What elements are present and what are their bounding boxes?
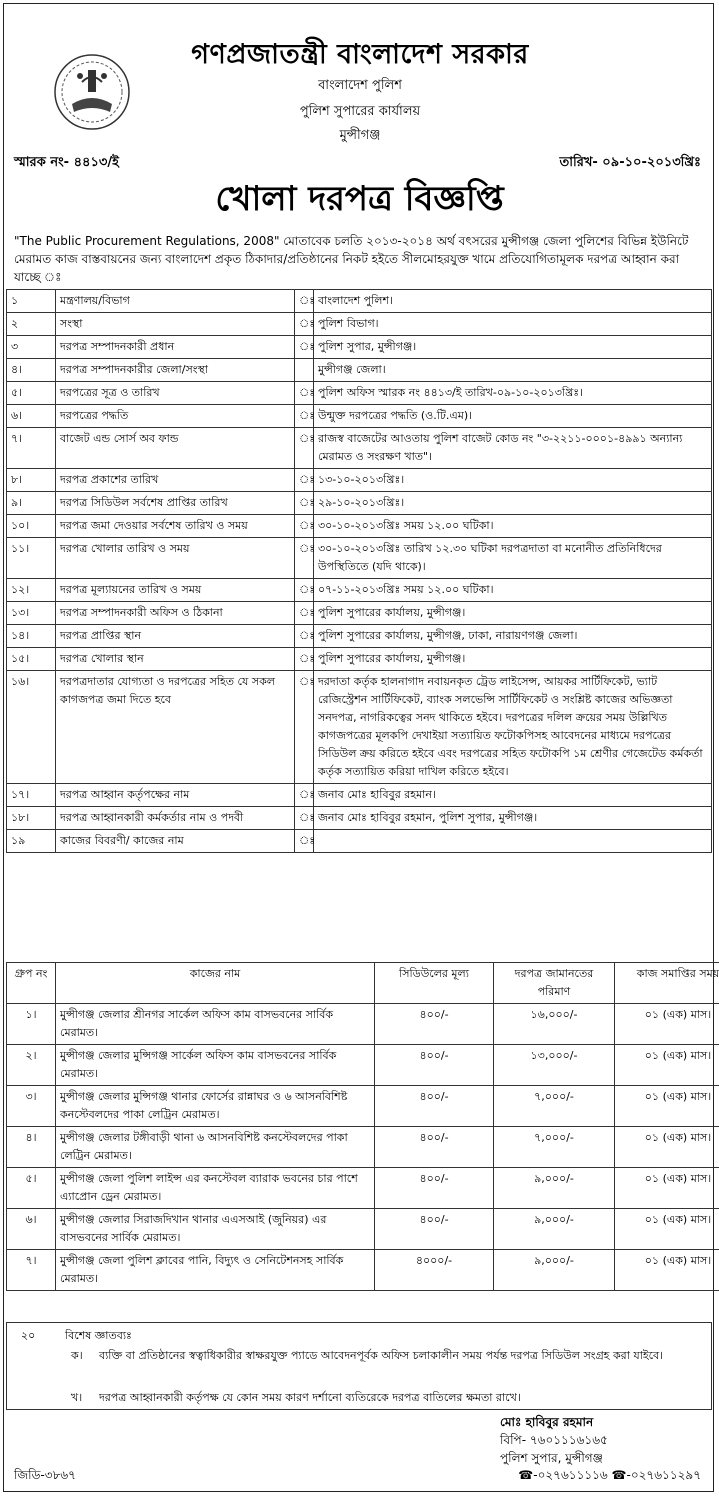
info-row-value: ২৯-১০-২০১৩খ্রিঃ। xyxy=(314,492,712,515)
info-row-value: ০৭-১১-২০১৩খ্রিঃ সময় ১২.০০ ঘটিকা। xyxy=(314,579,712,602)
work-schedule-price: ৪০০/- xyxy=(375,1168,494,1209)
info-row-value: পুলিশ সুপারের কার্যালয়, মুন্সীগঞ্জ। xyxy=(314,648,712,671)
info-row-label: দরপত্র আহ্বান কর্তৃপক্ষের নাম xyxy=(56,784,295,807)
info-row-value: ৩০-১০-২০১৩খ্রিঃ তারিখ ১২.৩০ ঘটিকা দরপত্রদাতা বা মনোনীত প্রতিনিধিদের উপস্থিতিতে (যদি থাকে)। xyxy=(314,538,712,579)
info-row xyxy=(7,515,712,538)
info-row-label: দরপত্র খোলার তারিখ ও সময় xyxy=(56,538,295,579)
work-duration: ০১ (এক) মাস। xyxy=(615,1209,719,1250)
office-name: পুলিশ সুপারের কার্যালয় xyxy=(299,104,421,119)
info-row-value: মুন্সীগঞ্জ জেলা। xyxy=(314,359,712,382)
work-duration: ০১ (এক) মাস। xyxy=(615,1250,719,1291)
info-row-colon: ঃ xyxy=(295,538,314,579)
work-security-amount: ৭,০০০/- xyxy=(494,1127,615,1168)
info-row-colon xyxy=(295,359,314,382)
district-name: মুন্সীগঞ্জ xyxy=(339,128,381,143)
info-row-number: ১৮। xyxy=(7,807,56,830)
work-row xyxy=(7,1086,719,1127)
work-group-number: ২। xyxy=(7,1045,56,1086)
info-row-colon: ঃ xyxy=(295,290,314,313)
notes-number: ২০ xyxy=(21,1329,36,1342)
info-row-colon: ঃ xyxy=(295,579,314,602)
works-table xyxy=(6,962,719,1291)
work-security-amount: ৯,০০০/- xyxy=(494,1168,615,1209)
work-duration: ০১ (এক) মাস। xyxy=(615,1127,719,1168)
info-row xyxy=(7,830,712,853)
info-row-colon: ঃ xyxy=(295,830,314,853)
work-group-number: ৩। xyxy=(7,1086,56,1127)
work-security-amount: ৯,০০০/- xyxy=(494,1209,615,1250)
info-row-colon: ঃ xyxy=(295,405,314,428)
info-row-value: জনাব মোঃ হাবিবুর রহমান। xyxy=(314,784,712,807)
info-row-colon: ঃ xyxy=(295,515,314,538)
info-row-number: ৭। xyxy=(7,428,56,469)
info-row-colon: ঃ xyxy=(295,648,314,671)
info-row-colon: ঃ xyxy=(295,807,314,830)
work-schedule-price: ৪০০০/- xyxy=(375,1250,494,1291)
info-row-number: ১২। xyxy=(7,579,56,602)
government-emblem xyxy=(52,52,132,132)
duration-header: কাজ সমাপ্তির সময় xyxy=(615,963,719,1004)
government-title: গণপ্রজাতন্ত্রী বাংলাদেশ সরকার xyxy=(191,39,529,70)
info-row-value: দরদাতা কর্তৃক হালনাগাদ নবায়নকৃত ট্রেড লাইসেন্স, আয়কর সার্টিফিকেট, ভ্যাট রেজিস্ট্রেশন সার্টিফিকেট, ব্যাংক সলভেন্সি সার্টিফিকেট ও সংশ্লিষ্ট কাজের অভিজ্ঞতা সনদপত্র, নাগরিকত্বের সনদ থাকিতে হইবে। দরপত্রের দলিল ক্রয়ের সময় উল্লিখিত কাগজপত্রের মূলকপি দেখাইয়া সত্যায়িত ফটোকপিসহ আবেদনের মাধ্যমে দরপত্রের সিডিউল ক্রয় করিতে হইবে এবং দরপত্রের সহিত ফটোকপি ১ম শ্রেণীর গেজেটেড কর্মকর্তা কর্তৃক সত্যায়িত করিয়া দাখিল করিতে হইবে। xyxy=(314,671,712,784)
info-row-number: ১৫। xyxy=(7,648,56,671)
info-row-value: পুলিশ সুপার, মুন্সীগঞ্জ। xyxy=(314,336,712,359)
info-row xyxy=(7,428,712,469)
info-row-label: সংস্থা xyxy=(56,313,295,336)
info-row-number: ১১। xyxy=(7,538,56,579)
work-row xyxy=(7,1168,719,1209)
tender-info-table xyxy=(6,289,712,853)
work-schedule-price: ৪০০/- xyxy=(375,1004,494,1045)
info-row-colon: ঃ xyxy=(295,428,314,469)
group-header: গ্রুপ নং xyxy=(7,963,56,1004)
info-row-label: মন্ত্রণালয়/বিভাগ xyxy=(56,290,295,313)
info-row xyxy=(7,671,712,784)
work-name: মুন্সীগঞ্জ জেলার মুন্সিগঞ্জ সার্কেল অফিস কাম বাসভবনের সার্বিক মেরামত। xyxy=(56,1045,375,1086)
info-row xyxy=(7,469,712,492)
info-row-value: পুলিশ বিভাগ। xyxy=(314,313,712,336)
work-schedule-price: ৪০০/- xyxy=(375,1209,494,1250)
gd-number: জিডি-৩৮৬৭ xyxy=(14,1468,76,1482)
info-row xyxy=(7,625,712,648)
info-row-colon: ঃ xyxy=(295,784,314,807)
note-text-a: ব্যক্তি বা প্রতিষ্ঠানের স্বত্বাধিকারীর স্বাক্ষরযুক্ত প্যাডে আবেদনপূর্বক অফিস চলাকালীন সময় পর্যন্ত দরপত্র সিডিউল সংগ্রহ করা যাইবে। xyxy=(99,1349,664,1362)
work-security-amount: ১৩,০০০/- xyxy=(494,1045,615,1086)
work-security-amount: ৯,০০০/- xyxy=(494,1250,615,1291)
note-mark-b: খ। xyxy=(71,1391,83,1404)
info-row-number: ৬। xyxy=(7,405,56,428)
work-row xyxy=(7,1004,719,1045)
work-schedule-price: ৪০০/- xyxy=(375,1045,494,1086)
work-name: মুন্সীগঞ্জ জেলা পুলিশ ক্লাবের পানি, বিদ্যুৎ ও সেনিটেশনসহ সার্বিক মেরামত। xyxy=(56,1250,375,1291)
work-group-number: ৬। xyxy=(7,1209,56,1250)
work-duration: ০১ (এক) মাস। xyxy=(615,1168,719,1209)
work-row xyxy=(7,1209,719,1250)
work-row xyxy=(7,1127,719,1168)
work-row xyxy=(7,1250,719,1291)
info-row xyxy=(7,382,712,405)
info-row-value: ১৩-১০-২০১৩খ্রিঃ। xyxy=(314,469,712,492)
work-row xyxy=(7,1045,719,1086)
info-row xyxy=(7,579,712,602)
info-row-number: ১ xyxy=(7,290,56,313)
work-security-amount: ১৬,০০০/- xyxy=(494,1004,615,1045)
info-row-number: ১৪। xyxy=(7,625,56,648)
info-row xyxy=(7,538,712,579)
info-row-label: দরপত্রের সূত্র ও তারিখ xyxy=(56,382,295,405)
info-row-number: ১০। xyxy=(7,515,56,538)
info-row-label: কাজের বিবরণী/ কাজের নাম xyxy=(56,830,295,853)
info-row-label: দরপত্র প্রকাশের তারিখ xyxy=(56,469,295,492)
info-row-number: ৪। xyxy=(7,359,56,382)
security-header: দরপত্র জামানতের পরিমাণ xyxy=(494,963,615,1004)
department-name: বাংলাদেশ পুলিশ xyxy=(318,78,402,93)
info-row-colon: ঃ xyxy=(295,492,314,515)
work-schedule-price: ৪০০/- xyxy=(375,1086,494,1127)
note-mark-a: ক। xyxy=(71,1349,83,1362)
info-row-value xyxy=(314,830,712,853)
info-row-label: দরপত্র মূল্যায়নের তারিখ ও সময় xyxy=(56,579,295,602)
signatory-name: মোঃ হাবিবুর রহমান xyxy=(500,1415,594,1429)
work-name: মুন্সীগঞ্জ জেলার মুন্সিগঞ্জ থানার ফোর্সের রান্নাঘর ও ৬ আসনবিশিষ্ট কনস্টেবলদের পাকা লেট্রিন মেরামত। xyxy=(56,1086,375,1127)
work-security-amount: ৭,০০০/- xyxy=(494,1086,615,1127)
info-row-label: বাজেট এন্ড সোর্স অব ফান্ড xyxy=(56,428,295,469)
info-row-label: দরপত্রের পদ্ধতি xyxy=(56,405,295,428)
work-name: মুন্সীগঞ্জ জেলার শ্রীনগর সার্কেল অফিস কাম বাসভবনের সার্বিক মেরামত। xyxy=(56,1004,375,1045)
info-row-value: পুলিশ সুপারের কার্যালয়, মুন্সীগঞ্জ। xyxy=(314,602,712,625)
work-duration: ০১ (এক) মাস। xyxy=(615,1045,719,1086)
work-name: মুন্সীগঞ্জ জেলা পুলিশ লাইন্স এর কনস্টেবল ব্যারাক ভবনের চার পাশে এ্যাপ্রোন ড্রেন মেরামত। xyxy=(56,1168,375,1209)
info-row-value: জনাব মোঃ হাবিবুর রহমান, পুলিশ সুপার, মুন্সীগঞ্জ। xyxy=(314,807,712,830)
info-row-label: দরপত্র প্রাপ্তির স্থান xyxy=(56,625,295,648)
info-row-value: পুলিশ সুপারের কার্যালয়, মুন্সীগঞ্জ, ঢাকা, নারায়ণগঞ্জ জেলা। xyxy=(314,625,712,648)
info-row-value: ৩০-১০-২০১৩খ্রিঃ সময় ১২.০০ ঘটিকা। xyxy=(314,515,712,538)
work-group-number: ৪। xyxy=(7,1127,56,1168)
work-group-number: ১। xyxy=(7,1004,56,1045)
info-row-label: দরপত্র আহ্বানকারী কর্মকর্তার নাম ও পদবী xyxy=(56,807,295,830)
memo-number: স্মারক নং- ৪৪১৩/ই xyxy=(14,155,119,170)
signature-block xyxy=(500,1413,700,1467)
work-name: মুন্সীগঞ্জ জেলার টঙ্গীবাড়ী থানা ৬ আসনবিশিষ্ট কনস্টেবলদের পাকা লেট্রিন মেরামত। xyxy=(56,1127,375,1168)
info-row-label: দরপত্র সম্পাদনকারীর জেলা/সংস্থা xyxy=(56,359,295,382)
info-row xyxy=(7,336,712,359)
info-row-colon: ঃ xyxy=(295,469,314,492)
info-row xyxy=(7,405,712,428)
info-row-number: ২ xyxy=(7,313,56,336)
work-group-number: ৭। xyxy=(7,1250,56,1291)
work-group-number: ৫। xyxy=(7,1168,56,1209)
info-row-number: ১৯ xyxy=(7,830,56,853)
schedule-price-header: সিডিউলের মূল্য xyxy=(375,963,494,1004)
notes-title: বিশেষ জ্ঞাতব্যঃ xyxy=(65,1329,132,1342)
info-row-label: দরপত্র সম্পাদনকারী প্রধান xyxy=(56,336,295,359)
info-row-label: দরপত্র সম্পাদনকারী অফিস ও ঠিকানা xyxy=(56,602,295,625)
special-notes xyxy=(6,1322,712,1410)
info-row-value: বাংলাদেশ পুলিশ। xyxy=(314,290,712,313)
works-header-row xyxy=(7,963,719,1004)
intro-paragraph: "The Public Procurement Regulations, 2008" মোতাবেক চলতি ২০১৩-২০১৪ অর্থ বৎসরের মুন্সীগঞ্জ জেলা পুলিশের বিভিন্ন ইউনিটে মেরামত কাজ বাস্তবায়নের জন্য বাংলাদেশ প্রকৃত ঠিকাদার/প্রতিষ্ঠানের নিকট হইতে সীলমোহরযুক্ত খামে প্রতিযোগিতামূলক দরপত্র আহ্বান করা যাচ্ছে ঃ xyxy=(14,234,689,284)
info-row xyxy=(7,602,712,625)
info-row-colon: ঃ xyxy=(295,602,314,625)
info-row-label: দরপত্রদাতার যোগ্যতা ও দরপত্রের সহিত যে সকল কাগজপত্র জমা দিতে হবে xyxy=(56,671,295,784)
info-row xyxy=(7,492,712,515)
info-row-colon: ঃ xyxy=(295,313,314,336)
info-row-label: দরপত্র জমা দেওয়ার সর্বশেষ তারিখ ও সময় xyxy=(56,515,295,538)
info-row-value: রাজস্ব বাজেটের আওতায় পুলিশ বাজেট কোড নং "৩-২২১১-০০০১-৪৯৯১ অন্যান্য মেরামত ও সংরক্ষণ খাত"। xyxy=(314,428,712,469)
info-row-label: দরপত্র খোলার স্থান xyxy=(56,648,295,671)
work-duration: ০১ (এক) মাস। xyxy=(615,1086,719,1127)
info-row-number: ৮। xyxy=(7,469,56,492)
notice-title: খোলা দরপত্র বিজ্ঞপ্তি xyxy=(215,179,504,219)
note-text-b: দরপত্র আহ্বানকারী কর্তৃপক্ষ যে কোন সময় কারণ দর্শানো ব্যতিরেকে দরপত্র বাতিলের ক্ষমতা রাখে। xyxy=(99,1391,521,1404)
info-row-colon: ঃ xyxy=(295,382,314,405)
signatory-bp: বিপি- ৭৬০১১১৬১৬৫ xyxy=(500,1433,608,1447)
info-row xyxy=(7,313,712,336)
info-row-number: ৫। xyxy=(7,382,56,405)
info-row xyxy=(7,359,712,382)
info-row-value: পুলিশ অফিস স্মারক নং ৪৪১৩/ই তারিখ-০৯-১০-২০১৩খ্রিঃ। xyxy=(314,382,712,405)
info-row-number: ১৭। xyxy=(7,784,56,807)
work-name-header: কাজের নাম xyxy=(56,963,375,1004)
info-row-colon: ঃ xyxy=(295,671,314,784)
info-row-label: দরপত্র সিডিউল সর্বশেষ প্রাপ্তির তারিখ xyxy=(56,492,295,515)
info-row xyxy=(7,784,712,807)
info-row-colon: ঃ xyxy=(295,625,314,648)
info-row-number: ১৬। xyxy=(7,671,56,784)
work-schedule-price: ৪০০/- xyxy=(375,1127,494,1168)
work-duration: ০১ (এক) মাস। xyxy=(615,1004,719,1045)
notice-date: তারিখ- ০৯-১০-২০১৩খ্রিঃ xyxy=(559,155,701,170)
info-row xyxy=(7,290,712,313)
signatory-designation: পুলিশ সুপার, মুন্সীগঞ্জ xyxy=(500,1451,603,1465)
info-row xyxy=(7,648,712,671)
info-row-number: ৩ xyxy=(7,336,56,359)
info-row-value: উন্মুক্ত দরপত্রের পদ্ধতি (ও.টি.এম)। xyxy=(314,405,712,428)
work-name: মুন্সীগঞ্জ জেলার সিরাজদিখান থানার এএসআই (জুনিয়র) এর বাসভবনের সার্বিক মেরামত। xyxy=(56,1209,375,1250)
info-row-number: ৯। xyxy=(7,492,56,515)
info-row xyxy=(7,807,712,830)
info-row-colon: ঃ xyxy=(295,336,314,359)
info-row-number: ১৩। xyxy=(7,602,56,625)
phone-numbers: ☎-০২৭৬১১১১৬ ☎-০২৭৬১১২৯৭ xyxy=(518,1468,701,1482)
